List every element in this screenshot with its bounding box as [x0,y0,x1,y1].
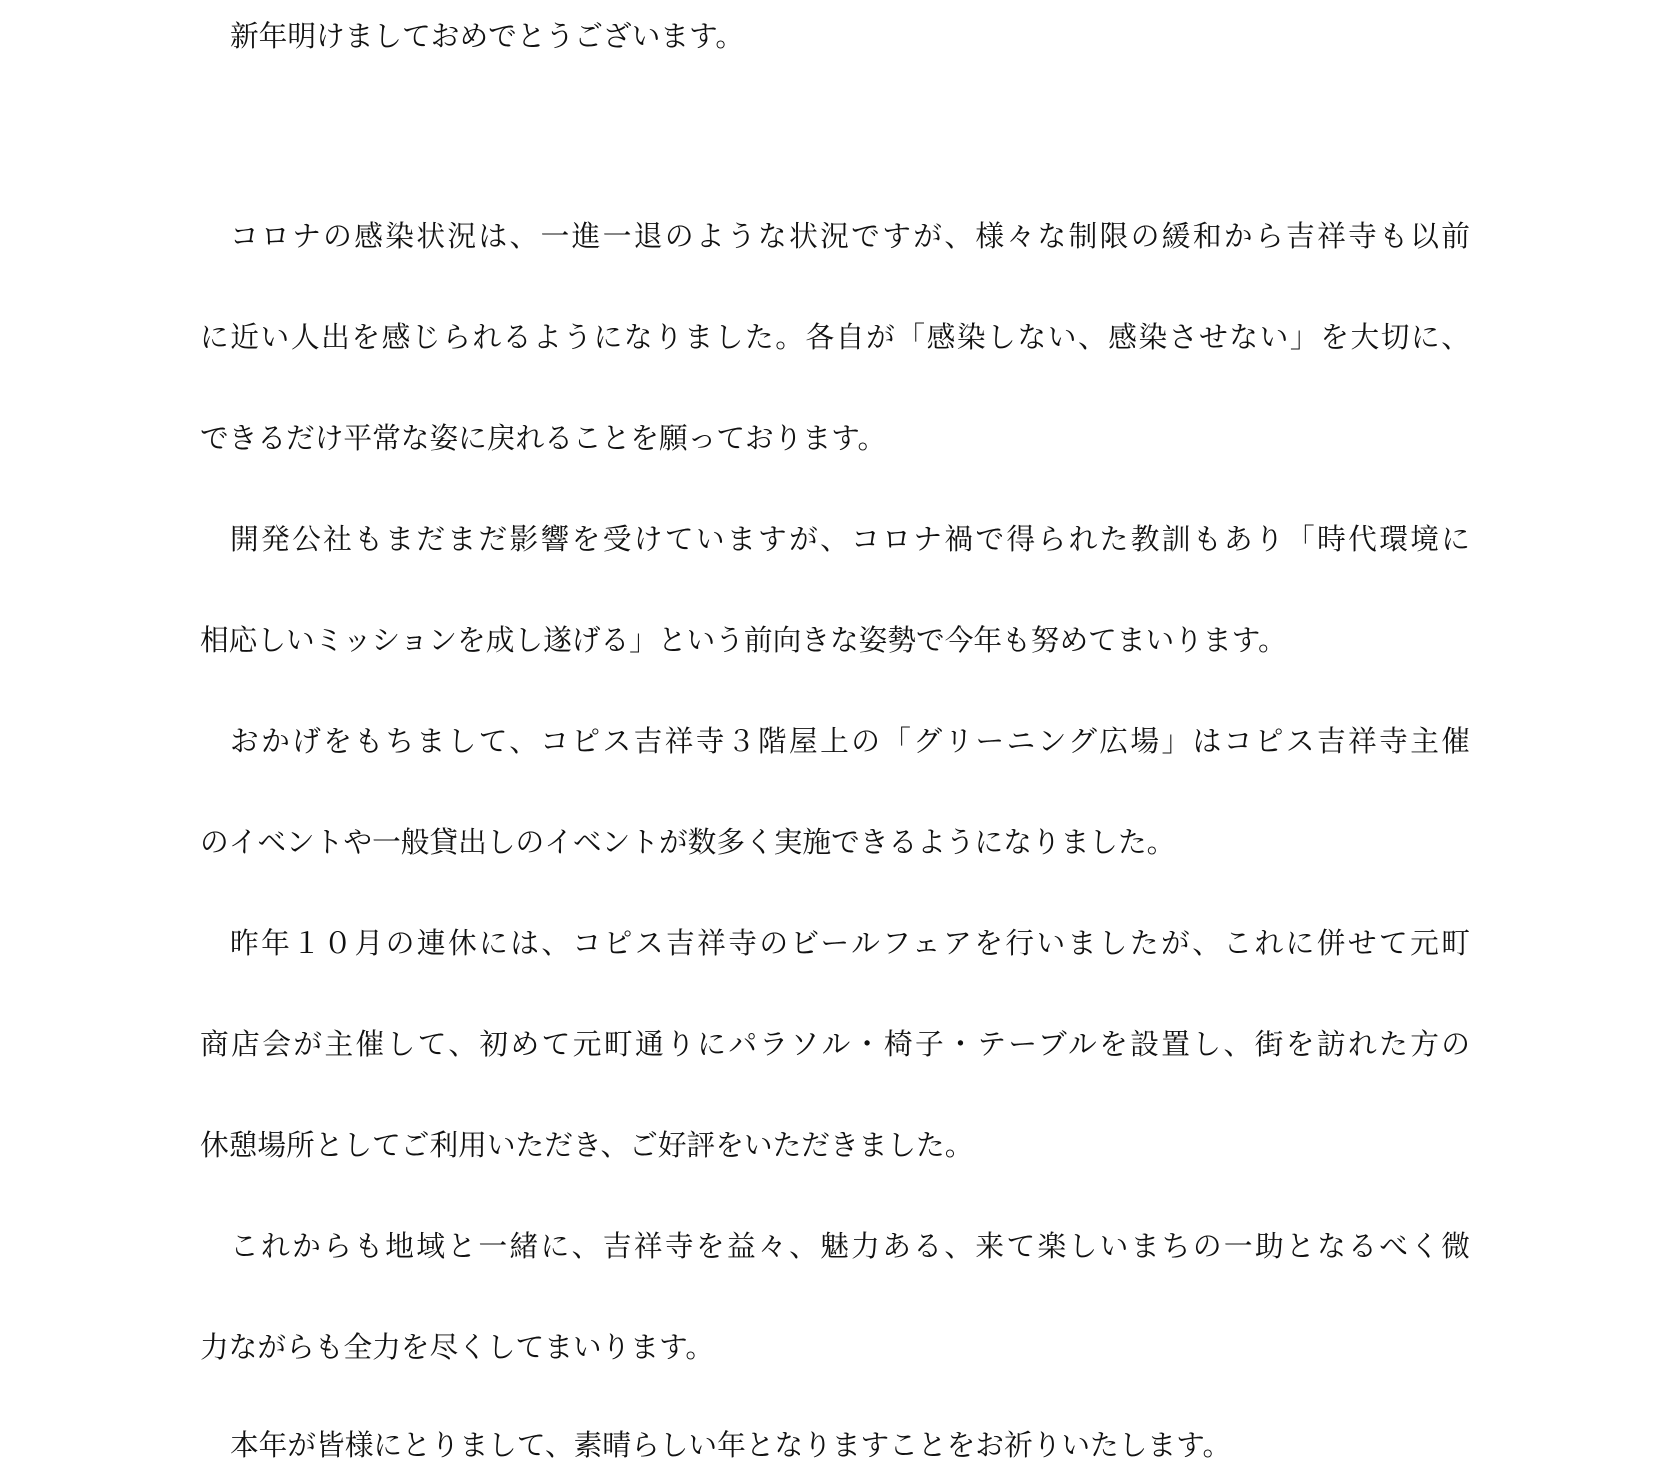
paragraph-3-line-1: おかげをもちまして、コピス吉祥寺３階屋上の「グリーニング広場」はコピス吉祥寺主催 [230,724,1470,758]
paragraph-2-line-1: 開発公社もまだまだ影響を受けていますが、コロナ禍で得られた教訓もあり「時代環境に [230,522,1470,556]
paragraph-1-line-1: コロナの感染状況は、一進一退のような状況ですが、様々な制限の緩和から吉祥寺も以前 [230,219,1470,253]
greeting-line: 新年明けましておめでとうございます。 [230,19,745,53]
paragraph-4-line-3: 休憩場所としてご利用いただき、ご好評をいただきました。 [200,1128,974,1162]
paragraph-4-line-1: 昨年１０月の連休には、コピス吉祥寺のビールフェアを行いましたが、これに併せて元町 [230,926,1470,960]
paragraph-1-line-2: に近い人出を感じられるようになりました。各自が「感染しない、感染させない」を大切に、 [200,320,1470,354]
paragraph-1-line-3: できるだけ平常な姿に戻れることを願っております。 [200,421,887,455]
paragraph-2-line-2: 相応しいミッションを成し遂げる」という前向きな姿勢で今年も努めてまいります。 [200,623,1287,657]
paragraph-3-line-2: のイベントや一般貸出しのイベントが数多く実施できるようになりました。 [200,825,1176,859]
closing-line: 本年が皆様にとりまして、素晴らしい年となりますことをお祈りいたします。 [230,1428,1232,1462]
paragraph-4-line-2: 商店会が主催して、初めて元町通りにパラソル・椅子・テーブルを設置し、街を訪れた方の [200,1027,1470,1061]
paragraph-5-line-2: 力ながらも全力を尽くしてまいります。 [200,1330,715,1364]
paragraph-5-line-1: これからも地域と一緒に、吉祥寺を益々、魅力ある、来て楽しいまちの一助となるべく微 [230,1229,1470,1263]
